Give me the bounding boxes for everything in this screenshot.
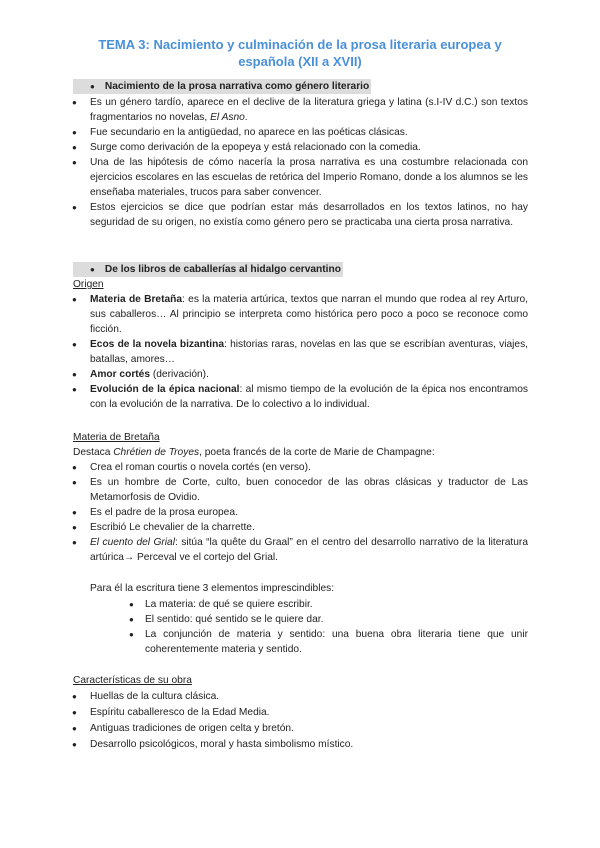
list-item: ● Es un género tardío, aparece en el declive de la literatura griega y latina (s.I-IV d.C.) son textos fragmentarios no novelas, El Asno. [90, 95, 528, 125]
list-item: ● Espíritu caballeresco de la Edad Media. [90, 705, 528, 720]
intro-paragraph: Destaca Chrétien de Troyes, poeta francés de la corte de Marie de Champagne: [73, 447, 435, 458]
list-item: ● Escribió Le chevalier de la charrette. [90, 520, 528, 535]
section-heading-caballerias: ● De los libros de caballerías al hidalgo cervantino [73, 262, 343, 277]
subheading-origen: Origen [73, 279, 104, 290]
list-item: ● Ecos de la novela bizantina: historias raras, novelas en las que se escribían aventuras, viajes, batallas, amores… [90, 337, 528, 367]
list-item: ● Es el padre de la prosa europea. [90, 505, 528, 520]
list-item: ● Es un hombre de Corte, culto, buen conocedor de las obras clásicas y traductor de Las Metamorfosis de Ovidio. [90, 475, 528, 505]
list-item: ● Crea el roman courtis o novela cortés (en verso). [90, 460, 528, 475]
page-title: TEMA 3: Nacimiento y culminación de la prosa literaria europea y española (XII a XVII) [98, 37, 502, 69]
list-item: ● Estos ejercicios se dice que podrían estar más desarrollados en los textos latinos, no hay seguridad de su origen, no existía como género pero se practicaba una cierta prosa narrativa. [90, 200, 528, 230]
list-item: ● Desarrollo psicológicos, moral y hasta simbolismo místico. [90, 737, 528, 752]
list-item: ● Evolución de la épica nacional: al mismo tiempo de la evolución de la épica nos encontramos con la evolución de la narrativa. De lo colectivo a lo individual. [90, 382, 528, 412]
list-item: ● El cuento del Grial: sitúa “la quête du Graal” en el centro del desarrollo narrativo de la literatura artúrica→ Perceval ve el cortejo del Grial. [90, 535, 528, 565]
list-item: ● Fue secundario en la antigüedad, no aparece en las poéticas clásicas. [90, 125, 528, 140]
list-item: ● Huellas de la cultura clásica. [90, 689, 528, 704]
list-item: ● Amor cortés (derivación). [90, 367, 528, 382]
list-item: ● Antiguas tradiciones de origen celta y bretón. [90, 721, 528, 736]
sub-list-item: ● La materia: de qué se quiere escribir. [145, 597, 528, 612]
subheading-materia-bretana: Materia de Bretaña [73, 432, 160, 443]
list-item: ● Materia de Bretaña: es la materia artúrica, textos que narran el mundo que rodea al rey Arturo, sus caballeros… Al principio se interpreta como histórica pero poco a poco se reconoce como ficción. [90, 292, 528, 337]
section-heading-nacimiento: ● Nacimiento de la prosa narrativa como género literario [73, 79, 371, 94]
subheading-caracteristicas: Características de su obra [73, 675, 192, 686]
sub-list-item: ● La conjunción de materia y sentido: una buena obra literaria tiene que unir coherentemente materia y sentido. [145, 627, 528, 657]
list-item: ● Una de las hipótesis de cómo nacería la prosa narrativa es una costumbre relacionada con ejercicios escolares en las escuelas de retórica del Imperio Romano, donde a los alumnos se les enseñaba materiales, trucos para saber convencer. [90, 155, 528, 200]
sub-list-item: ● El sentido: qué sentido se le quiere dar. [145, 612, 528, 627]
elements-intro: Para él la escritura tiene 3 elementos imprescindibles: [90, 583, 335, 594]
bullet-icon: ● [90, 82, 95, 91]
bullet-icon: ● [90, 265, 95, 274]
list-item: ● Surge como derivación de la epopeya y está relacionado con la comedia. [90, 140, 528, 155]
